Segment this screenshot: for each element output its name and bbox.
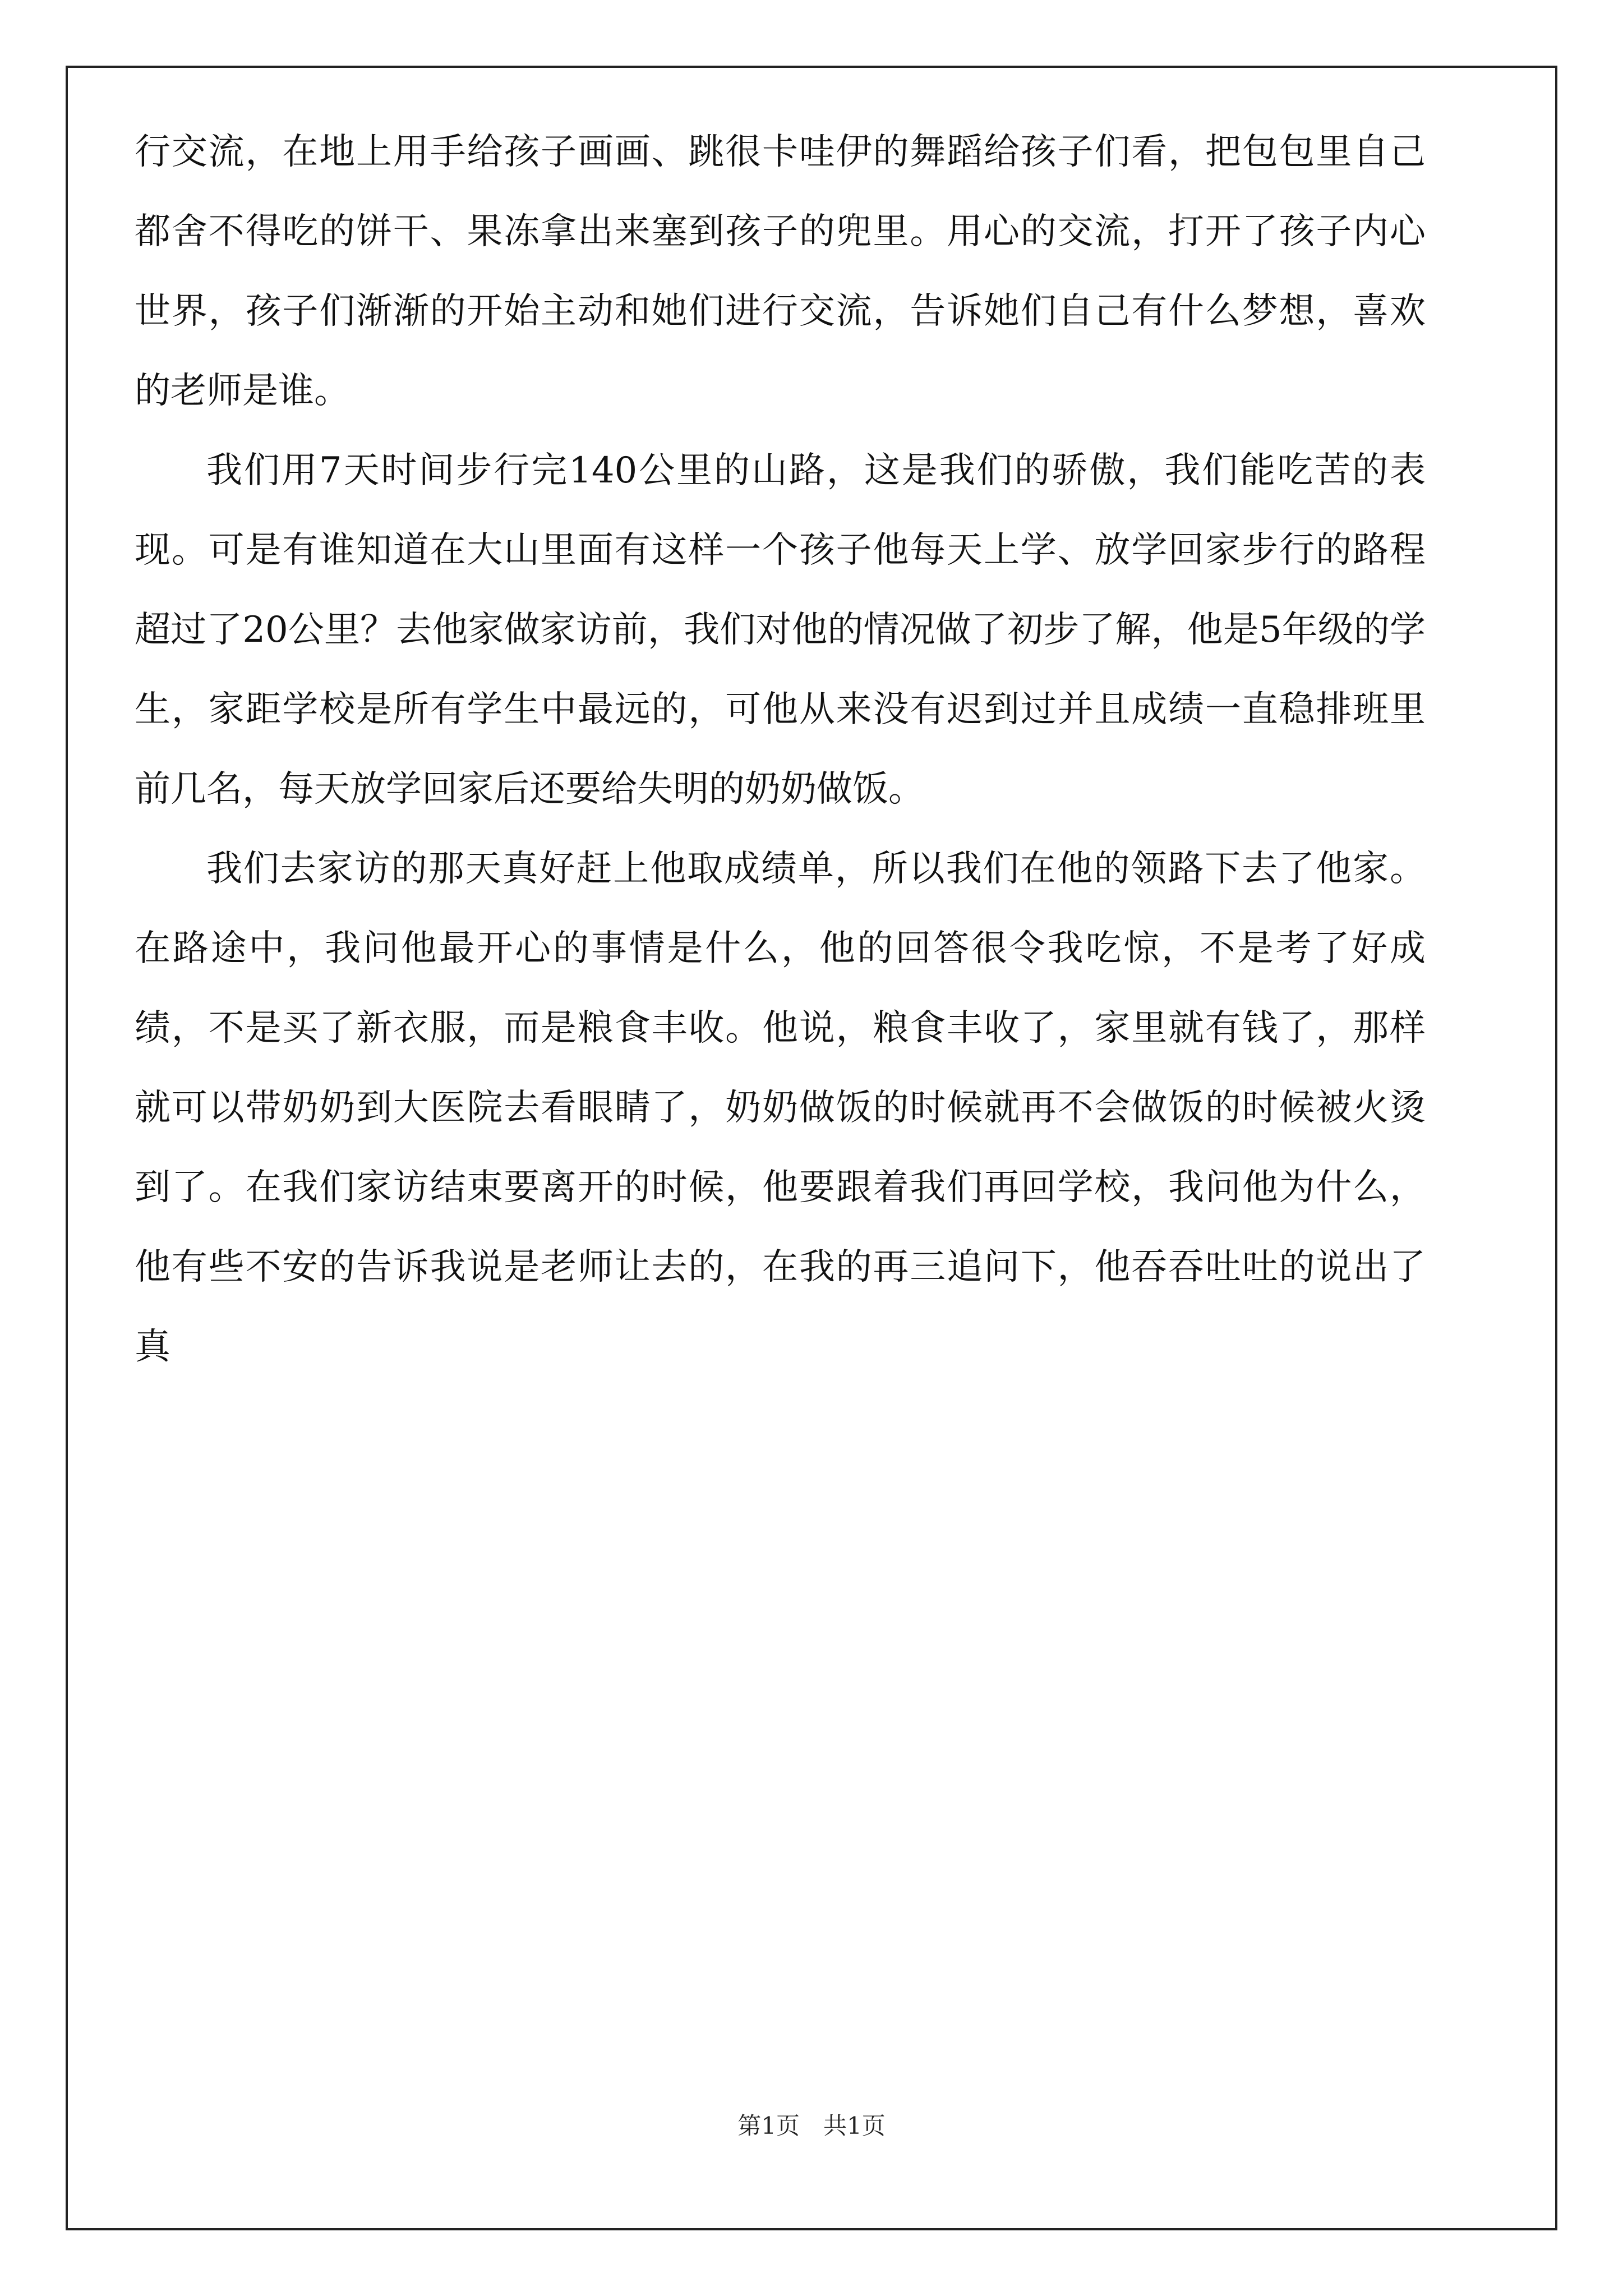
document-body	[135, 112, 1426, 2047]
page-footer: 第1页 共1页	[737, 2112, 886, 2139]
paragraph-2: 我们用7天时间步行完140公里的山路，这是我们的骄傲，我们能吃苦的表现。可是有谁知道在大山里面有这样一个孩子他每天上学、放学回家步行的路程超过了20公里？去他家做家访前，我们对他的情况做了初步了解，他是5年级的学生，家距学校是所有学生中最远的，可他从来没有迟到过并且成绩一直稳排班里前几名，每天放学回家后还要给失明的奶奶做饭。	[135, 450, 1426, 810]
paragraph-1: 行交流，在地上用手给孩子画画、跳很卡哇伊的舞蹈给孩子们看，把包包里自己都舍不得吃的饼干、果冻拿出来塞到孩子的兜里。用心的交流，打开了孩子内心世界，孩子们渐渐的开始主动和她们进行交流，告诉她们自己有什么梦想，喜欢的老师是谁。	[135, 131, 1426, 412]
paragraph-3: 我们去家访的那天真好赶上他取成绩单，所以我们在他的领路下去了他家。在路途中，我问他最开心的事情是什么，他的回答很令我吃惊，不是考了好成绩，不是买了新衣服，而是粮食丰收。他说，粮食丰收了，家里就有钱了，那样就可以带奶奶到大医院去看眼睛了，奶奶做饭的时候就再不会做饭的时候被火烫到了。在我们家访结束要离开的时候，他要跟着我们再回学校，我问他为什么，他有些不安的告诉我说是老师让去的，在我的再三追问下，他吞吞吐吐的说出了真	[135, 848, 1426, 1368]
